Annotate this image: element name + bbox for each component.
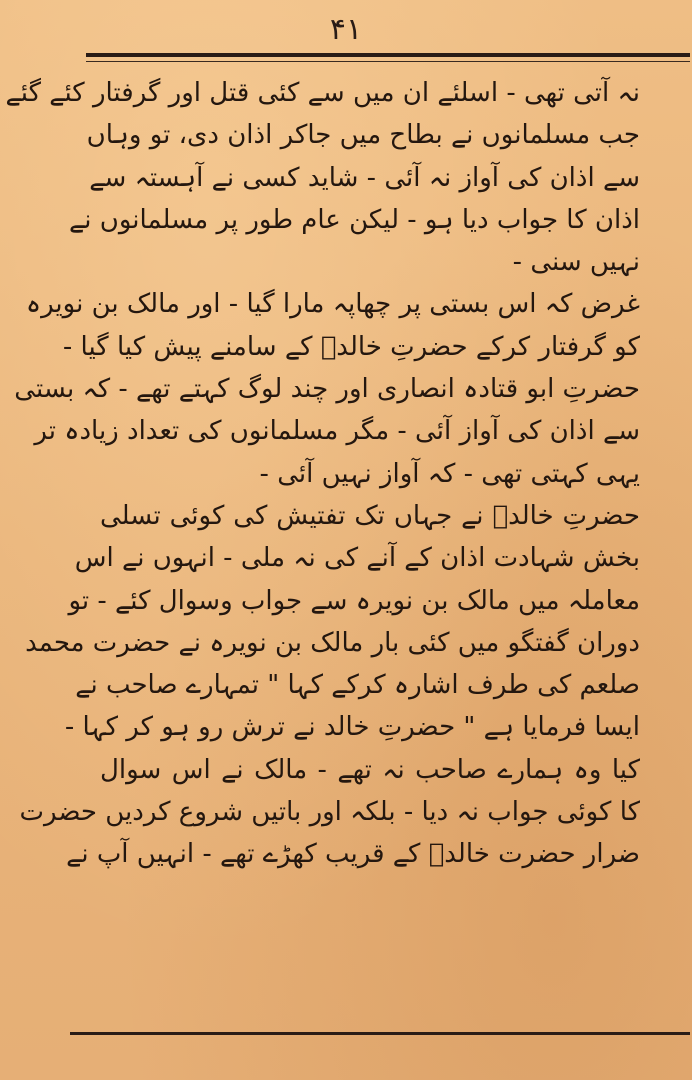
text-line: حضرتِ ابو قتادہ انصاری اور چند لوگ کہتے تھے - کہ بستی xyxy=(14,374,640,405)
footer-rule xyxy=(70,1032,690,1035)
text-line: یہی کہتی تھی - کہ آواز نہیں آئی - xyxy=(259,458,640,489)
text-line: دوران گفتگو میں کئی بار مالک بن نویرہ نے حضرت محمد xyxy=(25,627,640,658)
text-line: کیا وہ ہمارے صاحب نہ تھے - مالک نے اس سوال xyxy=(100,754,640,785)
text-line: بخش شہادت اذان کے آنے کی نہ ملی - انہوں نے اس xyxy=(74,543,640,574)
text-line: معاملہ میں مالک بن نویرہ سے جواب وسوال کئے - تو xyxy=(68,585,640,616)
header-rule-thin xyxy=(86,61,690,62)
text-line: نہیں سنی - xyxy=(512,247,640,278)
header-rule xyxy=(86,53,690,57)
text-line: نہ آتی تھی - اسلئے ان میں سے کئی قتل اور گرفتار کئے گئے xyxy=(5,78,640,108)
text-line: جب مسلمانوں نے بطاح میں جاکر اذان دی، تو وہاں xyxy=(86,120,640,151)
body-text xyxy=(5,72,640,876)
text-line: اذان کا جواب دیا ہو - لیکن عام طور پر مسلمانوں نے xyxy=(69,204,640,235)
text-line: حضرتِ خالدؓ نے جہاں تک تفتیش کی کوئی تسلی xyxy=(100,500,640,531)
text-line: ایسا فرمایا ہے " حضرتِ خالد نے ترش رو ہو کر کہا - xyxy=(64,712,640,743)
text-line: سے اذان کی آواز آئی - مگر مسلمانوں کی تعداد زیادہ تر xyxy=(34,416,640,447)
text-line: کا کوئی جواب نہ دیا - بلکہ اور باتیں شروع کردیں حضرت xyxy=(19,797,640,828)
page-number: ۴۱ xyxy=(329,12,363,47)
text-line: سے اذان کی آواز نہ آئی - شاید کسی نے آہستہ سے xyxy=(89,162,640,193)
text-line: غرض کہ اس بستی پر چھاپہ مارا گیا - اور مالک بن نویرہ xyxy=(25,289,640,320)
text-line: کو گرفتار کرکے حضرتِ خالدؓ کے سامنے پیش کیا گیا - xyxy=(62,331,640,362)
text-line: ضرار حضرت خالدؓ کے قریب کھڑے تھے - انہیں آپ نے xyxy=(66,839,640,870)
text-line: صلعم کی طرف اشارہ کرکے کہا " تمہارے صاحب نے xyxy=(75,670,640,701)
